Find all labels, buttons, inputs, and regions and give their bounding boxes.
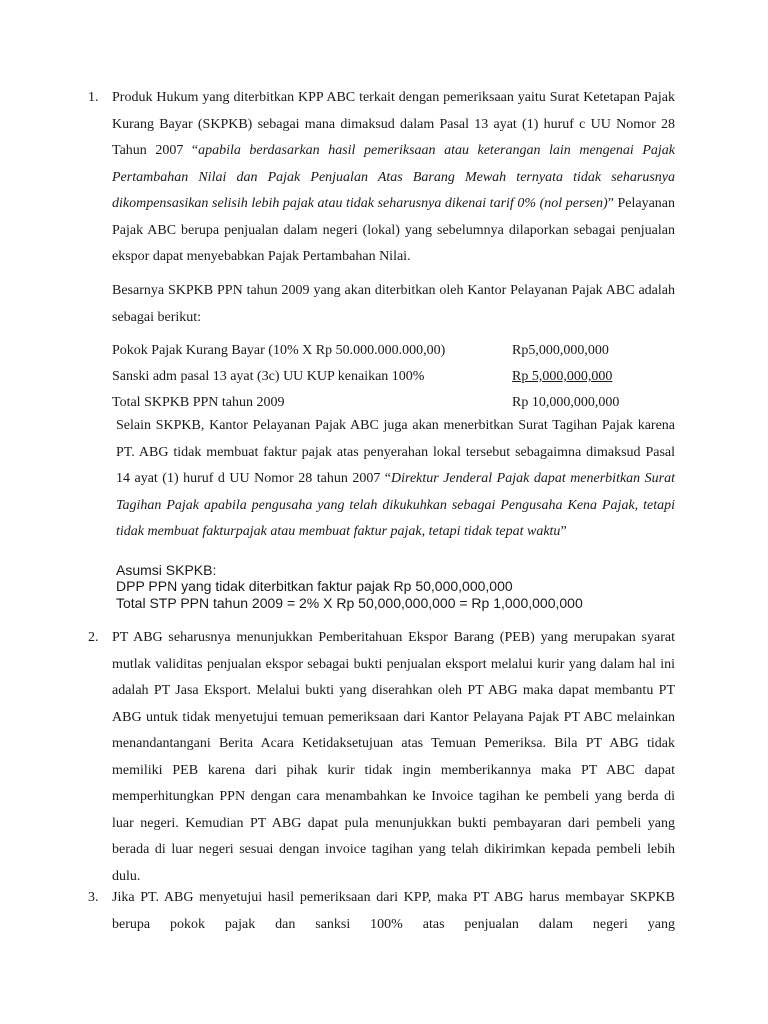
- assumption-dpp: DPP PPN yang tidak diterbitkan faktur pajak Rp 50,000,000,000: [116, 578, 513, 594]
- stp-paragraph: [116, 413, 675, 546]
- list-number-3: 3.: [88, 890, 99, 905]
- stp-text-a: Selain SKPKB, Kantor Pelayanan Pajak ABC juga akan menerbitkan Surat Tagihan Pajak karena PT. ABG tidak membuat faktur pajak atas penyerahan lokal tersebut sebagaimna dimaksud Pasal 14 ayat (1) huruf d UU Nomor 28 tahun 2007 “: [116, 418, 675, 486]
- assumption-title: Asumsi SKPKB:: [116, 562, 217, 578]
- assumption-total-stp: Total STP PPN tahun 2009 = 2% X Rp 50,000,000,000 = Rp 1,000,000,000: [116, 595, 583, 611]
- calc-amount: Rp5,000,000,000: [512, 343, 609, 358]
- item-1-text-b: ” Pelayanan Pajak ABC berupa penjualan dalam negeri (lokal) yang sebelumnya dilaporkan sebagai penjualan ekspor dapat menyebabkan Pajak Pertambahan Nilai.: [112, 196, 675, 264]
- calc-label: Total SKPKB PPN tahun 2009: [112, 395, 285, 410]
- stp-text-b: ”: [560, 524, 567, 539]
- stp-quote: Direktur Jenderal Pajak dapat menerbitkan Surat Tagihan Pajak apabila pengusaha yang telah dikukuhkan sebagai Pengusaha Kena Pajak, tetapi tidak membuat fakturpajak atau membuat faktur pajak, tetapi tidak tepat waktu: [116, 471, 675, 539]
- calc-label: Pokok Pajak Kurang Bayar (10% X Rp 50.000.000.000,00): [112, 343, 446, 358]
- item-3-paragraph: Jika PT. ABG menyetujui hasil pemeriksaan dari KPP, maka PT ABG harus membayar SKPKB berupa pokok pajak dan sanksi 100% atas penjualan dalam negeri yang: [112, 890, 675, 932]
- item-2-paragraph: PT ABG seharusnya menunjukkan Pemberitahuan Ekspor Barang (PEB) yang merupakan syarat mutlak validitas penjualan ekspor sebagai bukti penjualan eksport melalui kurir yang dalam hal ini adalah PT Jasa Eksport. Melalui bukti yang diserahkan oleh PT ABG maka dapat membantu PT ABG untuk tidak menyetujui temuan pemeriksaan dari Kantor Pelayana Pajak PT ABC melainkan menandantangani Berita Acara Ketidaksetujuan atas Temuan Pemeriksa. Bila PT ABG tidak memiliki PEB karena dari pihak kurir tidak ingin memberikannya maka PT ABC dapat memperhitungkan PPN dengan cara menambahkan ke Invoice tagihan ke pembeli yang berda di luar negeri. Kemudian PT ABG dapat pula menunjukkan bukti pembayaran dari pembeli yang berada di luar negeri sesuai dengan invoice tagihan yang telah dikirimkan kepada pembeli lebih dulu.: [112, 630, 675, 884]
- calc-row-pokok: [112, 340, 712, 362]
- item-1-quote: apabila berdasarkan hasil pemeriksaan atau keterangan lain mengenai Pajak Pertambahan Nilai dan Pajak Penjualan Atas Barang Mewah ternyata tidak seharusnya dikompensasikan selisih lebih pajak atau tidak seharusnya dikenai tarif 0% (nol persen): [112, 143, 675, 211]
- calc-amount: Rp 10,000,000,000: [512, 395, 620, 410]
- item-1-paragraph: [112, 85, 675, 271]
- calc-row-total: [112, 392, 712, 414]
- item-1-text-a: Produk Hukum yang diterbitkan KPP ABC terkait dengan pemeriksaan yaitu Surat Ketetapan Pajak Kurang Bayar (SKPKB) sebagai mana dimaksud dalam Pasal 13 ayat (1) huruf c UU Nomor 28 Tahun 2007 “: [112, 90, 675, 158]
- list-number-2: 2.: [88, 630, 99, 645]
- calc-row-sanksi: [112, 366, 712, 388]
- calc-label: Sanski adm pasal 13 ayat (3c) UU KUP kenaikan 100%: [112, 369, 425, 384]
- calc-amount: Rp 5,000,000,000: [512, 369, 613, 384]
- skpkb-intro: Besarnya SKPKB PPN tahun 2009 yang akan diterbitkan oleh Kantor Pelayanan Pajak ABC adalah sebagai berikut:: [112, 283, 675, 325]
- list-number-1: 1.: [88, 90, 99, 105]
